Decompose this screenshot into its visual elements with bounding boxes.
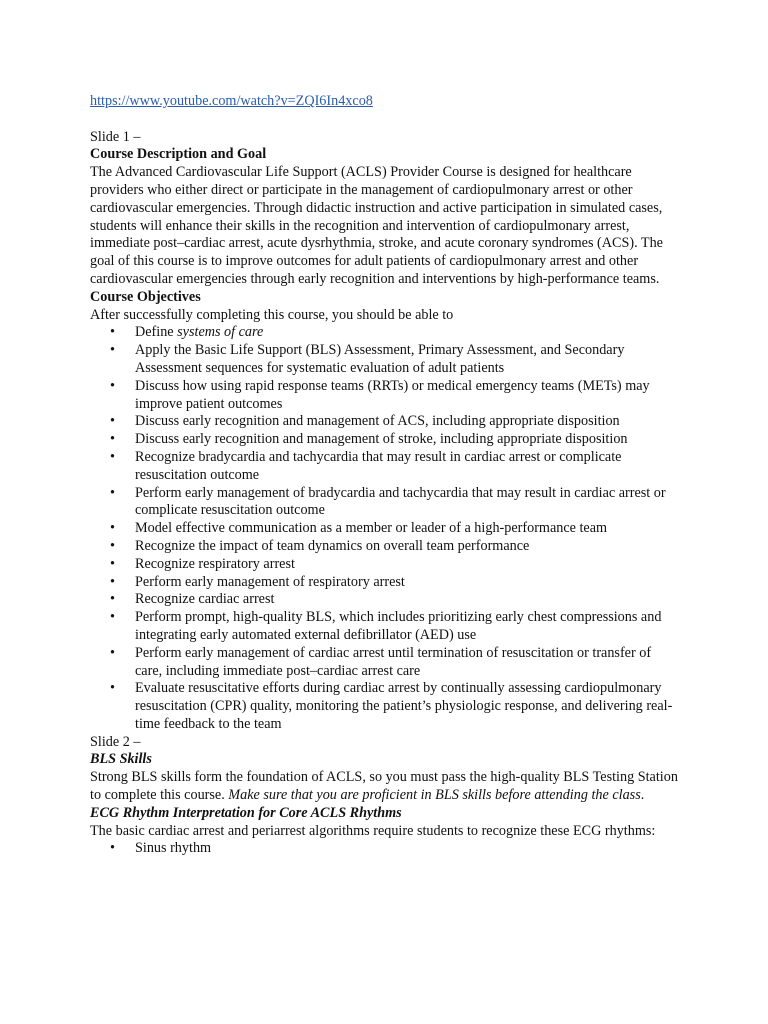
list-item: • Recognize respiratory arrest (90, 556, 680, 574)
video-link[interactable]: https://www.youtube.com/watch?v=ZQI6In4xco8 (90, 93, 373, 109)
list-item: • Perform prompt, high-quality BLS, which includes prioritizing early chest compressions and integrating early automated external defibrillator (AED) use (90, 609, 680, 645)
objectives-list (90, 324, 680, 733)
rhythms-list (90, 840, 680, 858)
list-item: • Sinus rhythm (90, 840, 680, 858)
list-item: • Discuss how using rapid response teams (RRTs) or medical emergency teams (METs) may improve patient outcomes (90, 378, 680, 414)
list-item (90, 324, 680, 342)
bls-italic-text: Make sure that you are proficient in BLS skills before attending the class (228, 787, 641, 804)
list-item: • Discuss early recognition and management of ACS, including appropriate disposition (90, 413, 680, 431)
ecg-heading: ECG Rhythm Interpretation for Core ACLS Rhythms (90, 804, 402, 821)
objective-text: Define (135, 324, 178, 341)
blank-line (90, 111, 680, 129)
bls-skills-heading: BLS Skills (90, 751, 152, 768)
bls-end: . (640, 787, 645, 804)
list-item: • Perform early management of bradycardia and tachycardia that may result in cardiac arrest or complicate resuscitation outcome (90, 485, 680, 521)
objectives-intro: After successfully completing this course, you should be able to (90, 306, 454, 323)
bls-skills-text (90, 769, 680, 805)
list-item: • Apply the Basic Life Support (BLS) Assessment, Primary Assessment, and Secondary Assessment sequences for systematic evaluation of adult patients (90, 342, 680, 378)
slide2-label: Slide 2 – (90, 733, 141, 750)
list-item: • Recognize the impact of team dynamics on overall team performance (90, 538, 680, 556)
ecg-text: The basic cardiac arrest and periarrest algorithms require students to recognize these ECG rhythms: (90, 822, 656, 839)
list-item: • Perform early management of cardiac arrest until termination of resuscitation or transfer of care, including immediate post–cardiac arrest care (90, 645, 680, 681)
document-body (90, 93, 680, 858)
list-item: • Perform early management of respiratory arrest (90, 574, 680, 592)
objective-italic-text: systems of care (177, 324, 264, 341)
course-objectives-heading: Course Objectives (90, 288, 201, 305)
list-item: • Discuss early recognition and management of stroke, including appropriate disposition (90, 431, 680, 449)
course-description-heading: Course Description and Goal (90, 146, 267, 163)
slide1-label: Slide 1 – (90, 128, 141, 145)
bls-text: Strong BLS skills form the foundation of ACLS, so you must pass the high-quality BLS Testing Station to complete this course. (90, 769, 678, 804)
list-item: • Recognize cardiac arrest (90, 591, 680, 609)
list-item: • Model effective communication as a member or leader of a high-performance team (90, 520, 680, 538)
list-item: • Recognize bradycardia and tachycardia that may result in cardiac arrest or complicate resuscitation outcome (90, 449, 680, 485)
course-description-text: The Advanced Cardiovascular Life Support (ACLS) Provider Course is designed for healthcare providers who either direct or participate in the management of cardiopulmonary arrest or other cardiovascular emergencies. Through didactic instruction and active participation in simulated cases, students will enhance their skills in the recognition and intervention of cardiopulmonary arrest, immediate post–cardiac arrest, acute dysrhythmia, stroke, and acute coronary syndromes (ACS). The goal of this course is to improve outcomes for adult patients of cardiopulmonary arrest and other cardiovascular emergencies through early recognition and interventions by high-performance teams. (90, 164, 663, 287)
list-item: • Evaluate resuscitative efforts during cardiac arrest by continually assessing cardiopulmonary resuscitation (CPR) quality, monitoring the patient’s physiologic response, and delivering real-time feedback to the team (90, 680, 680, 733)
